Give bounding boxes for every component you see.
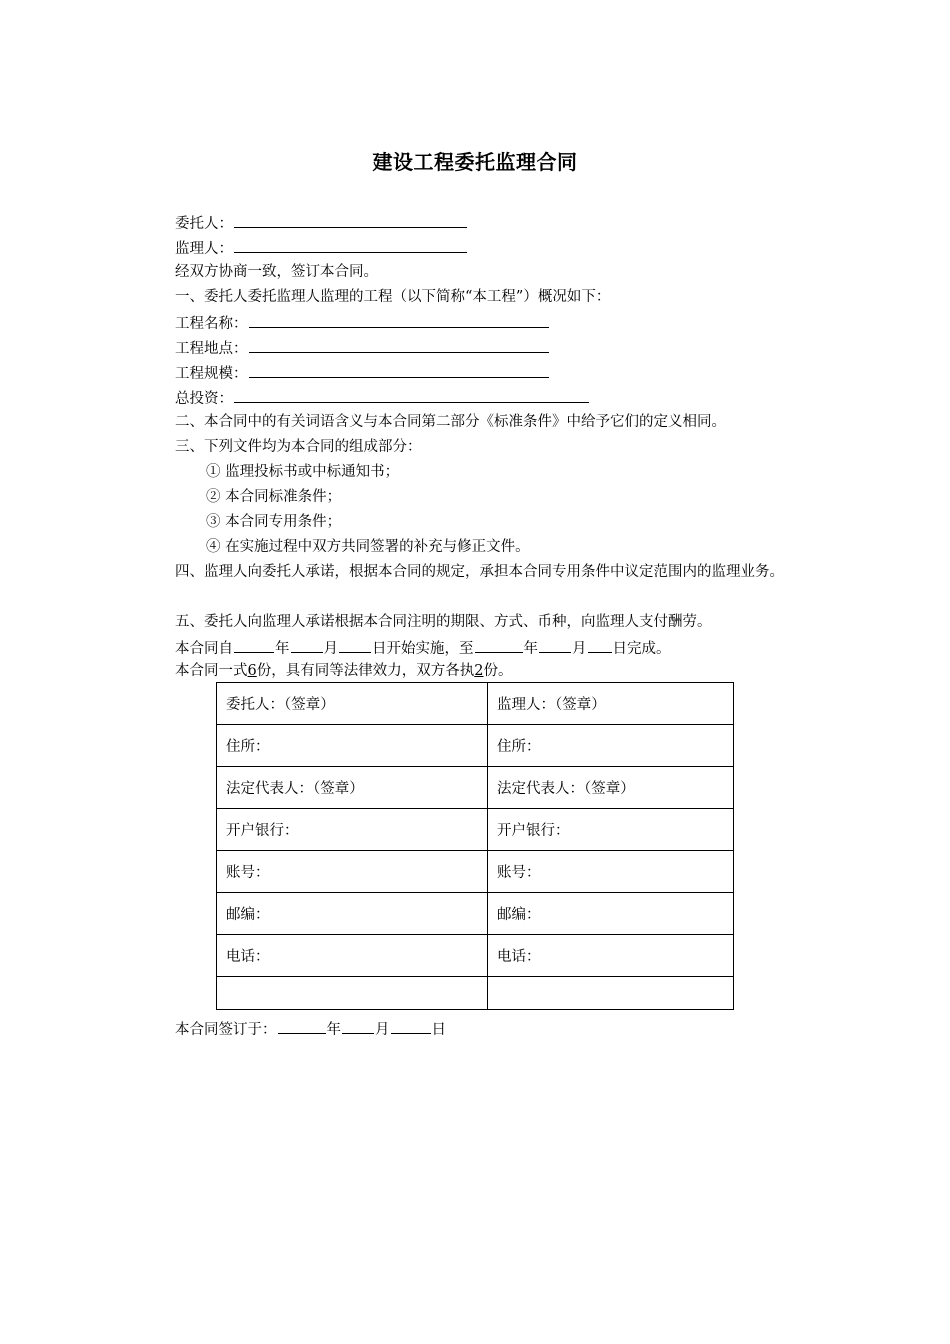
copies-prefix: 本合同一式	[175, 663, 248, 679]
end-day-blank[interactable]	[588, 635, 612, 653]
copies-line	[175, 659, 512, 684]
document-item: ② 本合同标准条件；	[206, 489, 342, 505]
clause-2-text: 二、本合同中的有关词语含义与本合同第二部分《标准条件》中给予它们的定义相同。	[175, 414, 726, 430]
project-location-blank[interactable]	[249, 335, 549, 353]
document-item: ③ 本合同专用条件；	[206, 514, 342, 530]
project-name-label: 工程名称：	[175, 316, 248, 332]
project-scale-blank[interactable]	[249, 360, 549, 378]
start-year-blank[interactable]	[234, 635, 274, 653]
supervisor-postcode-cell[interactable]: 邮编：	[488, 893, 734, 935]
supervisor-bank-cell[interactable]: 开户银行：	[488, 809, 734, 851]
investment-line	[175, 385, 590, 410]
client-line	[175, 210, 468, 235]
supervisor-legal-rep-cell[interactable]: 法定代表人：（签章）	[488, 767, 734, 809]
client-label: 委托人：	[175, 216, 233, 232]
table-row	[217, 767, 734, 809]
table-row	[217, 809, 734, 851]
table-row	[217, 893, 734, 935]
signing-prefix: 本合同签订于：	[175, 1022, 277, 1038]
period-start-text: 日开始实施，至	[372, 641, 474, 657]
project-scale-line	[175, 360, 550, 385]
table-row	[217, 683, 734, 725]
document-item: ① 监理投标书或中标通知书；	[206, 464, 400, 480]
investment-blank[interactable]	[234, 385, 589, 403]
table-row	[217, 725, 734, 767]
start-month-unit: 月	[323, 641, 338, 657]
supervisor-address-cell[interactable]: 住所：	[488, 725, 734, 767]
end-year-unit: 年	[523, 641, 538, 657]
clause-3-text: 三、下列文件均为本合同的组成部分：	[175, 439, 422, 455]
client-address-cell[interactable]: 住所：	[217, 725, 488, 767]
clause-5-text: 五、委托人向监理人承诺根据本合同注明的期限、方式、币种，向监理人支付酬劳。	[175, 614, 712, 630]
client-postcode-cell[interactable]: 邮编：	[217, 893, 488, 935]
signing-month-blank[interactable]	[342, 1016, 374, 1034]
clause-4-text: 四、监理人向委托人承诺，根据本合同的规定，承担本合同专用条件中议定范围内的监理业务。	[175, 564, 784, 580]
table-row	[217, 977, 734, 1010]
period-line	[175, 635, 671, 660]
signing-day-unit: 日	[431, 1022, 446, 1038]
copies-total: 6	[247, 663, 257, 679]
supervisor-line	[175, 235, 468, 260]
client-seal-cell[interactable]: 委托人：（签章）	[217, 683, 488, 725]
project-scale-label: 工程规模：	[175, 366, 248, 382]
end-month-unit: 月	[572, 641, 587, 657]
signing-year-unit: 年	[326, 1022, 341, 1038]
agreement-text: 经双方协商一致，签订本合同。	[175, 264, 378, 280]
supervisor-phone-cell[interactable]: 电话：	[488, 935, 734, 977]
supervisor-empty-cell[interactable]	[488, 977, 734, 1010]
copies-suffix: 份。	[483, 663, 513, 679]
client-empty-cell[interactable]	[217, 977, 488, 1010]
supervisor-label: 监理人：	[175, 241, 233, 257]
document-item: ④ 在实施过程中双方共同签署的补充与修正文件。	[206, 539, 530, 555]
end-year-blank[interactable]	[475, 635, 523, 653]
signing-year-blank[interactable]	[278, 1016, 326, 1034]
copies-each: 2	[474, 663, 484, 679]
project-location-line	[175, 335, 550, 360]
client-legal-rep-cell[interactable]: 法定代表人：（签章）	[217, 767, 488, 809]
table-row	[217, 935, 734, 977]
project-name-line	[175, 310, 550, 335]
client-blank[interactable]	[234, 210, 467, 228]
supervisor-account-cell[interactable]: 账号：	[488, 851, 734, 893]
end-month-blank[interactable]	[539, 635, 571, 653]
client-bank-cell[interactable]: 开户银行：	[217, 809, 488, 851]
client-phone-cell[interactable]: 电话：	[217, 935, 488, 977]
period-end-text: 日完成。	[612, 641, 671, 657]
client-account-cell[interactable]: 账号：	[217, 851, 488, 893]
start-month-blank[interactable]	[291, 635, 323, 653]
signature-table	[216, 682, 734, 1010]
supervisor-blank[interactable]	[234, 235, 467, 253]
signing-month-unit: 月	[375, 1022, 390, 1038]
investment-label: 总投资：	[175, 391, 233, 407]
start-year-unit: 年	[275, 641, 290, 657]
signing-date-line	[175, 1016, 446, 1041]
start-day-blank[interactable]	[339, 635, 371, 653]
supervisor-seal-cell[interactable]: 监理人：（签章）	[488, 683, 734, 725]
copies-middle: 份，具有同等法律效力，双方各执	[256, 663, 475, 679]
page-title: 建设工程委托监理合同	[372, 150, 578, 174]
signing-day-blank[interactable]	[391, 1016, 431, 1034]
period-prefix: 本合同自	[175, 641, 233, 657]
project-name-blank[interactable]	[249, 310, 549, 328]
project-location-label: 工程地点：	[175, 341, 248, 357]
clause-1-text: 一、委托人委托监理人监理的工程（以下简称“本工程”）概况如下：	[175, 289, 611, 305]
table-row	[217, 851, 734, 893]
